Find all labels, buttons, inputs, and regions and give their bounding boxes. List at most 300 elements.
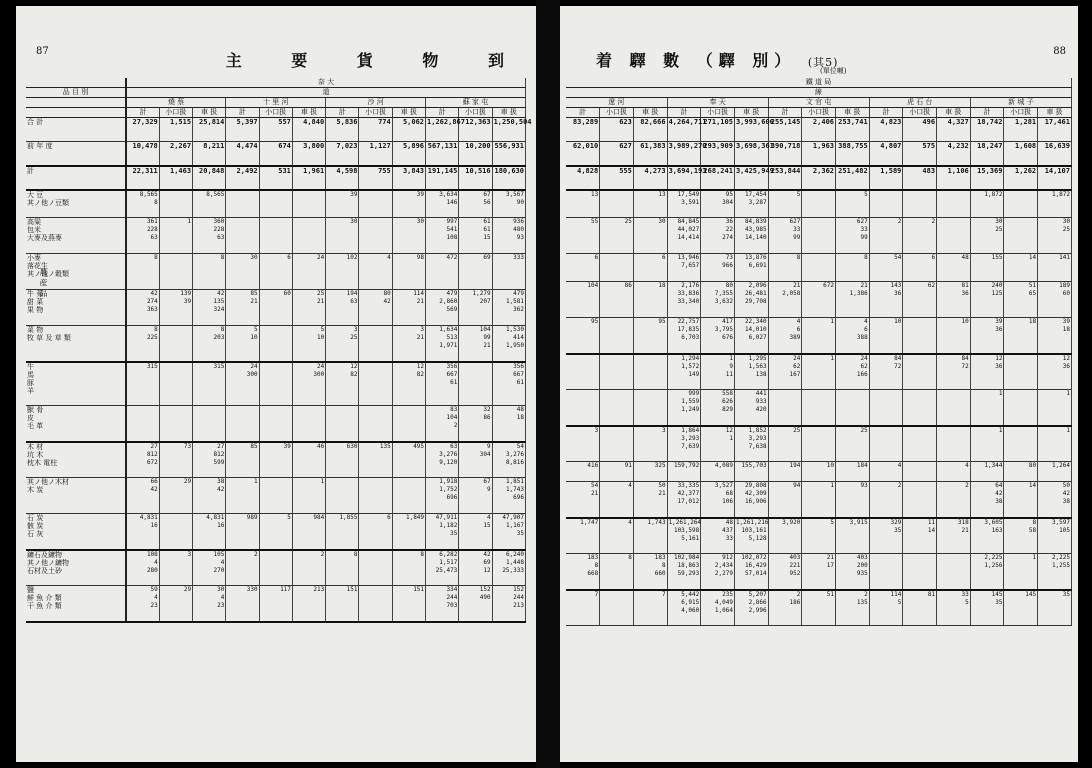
table-cell [193,406,226,442]
table-cell [1004,426,1038,462]
table-cell: 1,127 [359,142,392,166]
column-header: 車 扱 [937,108,971,118]
table-cell: 14,107 [1038,166,1072,190]
table-cell: 3,843 [392,166,425,190]
table-cell [566,354,600,390]
table-cell: 98 [392,254,425,290]
table-cell: 1 [1038,426,1072,462]
table-cell: 152 244 213 [492,586,525,622]
line-header: 線 [566,88,1072,98]
table-cell: 194 63 [326,290,359,326]
table-cell: 2 [869,482,903,518]
item-column-header: 品 目 別 [26,88,126,98]
table-cell: 8 [600,554,634,590]
table-cell: 1 [970,390,1004,426]
table-cell: 114 21 [392,290,425,326]
table-cell: 2 [903,218,937,254]
table-cell: 25 21 [292,290,325,326]
table-cell [903,190,937,218]
table-cell [226,406,259,442]
table-cell: 39 [259,442,292,478]
table-cell: 416 [566,462,600,482]
table-cell: 1,106 [937,166,971,190]
column-header: 計 [126,108,159,118]
table-cell [292,406,325,442]
table-cell: 755 [359,166,392,190]
table-row [26,478,526,514]
table-cell [326,406,359,442]
table-cell: 54 [869,254,903,282]
header-row [566,88,1072,98]
table-cell [768,390,802,426]
table-cell: 25 [768,426,802,462]
table-cell: 999 1,559 1,249 [667,390,701,426]
column-header: 小口扱 [802,108,836,118]
table-cell: 80 7,355 3,632 [701,282,735,318]
table-cell: 24 [292,254,325,290]
table-cell: 2 [226,550,259,586]
table-cell: 4 6 388 [836,318,870,354]
table-cell: 213 [292,586,325,622]
table-cell: 63 3,276 9,120 [426,442,459,478]
table-cell: 556,931 [492,142,525,166]
table-cell: 2,176 33,836 33,340 [667,282,701,318]
table-cell: 59 4 23 [126,586,159,622]
table-cell: 51 65 [1004,282,1038,318]
table-cell: 2 [292,550,325,586]
table-cell: 2 [937,482,971,518]
table-row [26,142,526,166]
table-cell: 9 304 [459,442,492,478]
table-cell: 1 [1004,554,1038,590]
table-cell: 141 [1038,254,1072,282]
table-cell [633,354,667,390]
table-row [566,554,1072,590]
table-cell: 7 [566,590,600,626]
table-cell [903,318,937,354]
table-cell [159,190,192,218]
table-cell: 6 [903,254,937,282]
table-cell: 1,961 [292,166,325,190]
table-cell: 315 [126,362,159,406]
table-cell: 12 36 [970,354,1004,390]
table-cell: 623 [600,118,634,142]
table-cell: 1 [802,354,836,390]
table-cell: 1,634 513 1,971 [426,326,459,362]
table-cell: 27 812 672 [126,442,159,478]
table-cell: 5,836 [326,118,359,142]
table-cell: 30 [392,218,425,254]
table-cell: 3,920 [768,518,802,554]
table-cell [600,426,634,462]
row-label: 前 年 度 [26,142,126,166]
table-cell: 11 14 [903,518,937,554]
column-header: 車 扱 [1038,108,1072,118]
table-cell [903,462,937,482]
table-cell: 12 36 [1038,354,1072,390]
table-cell: 1,262,867 [426,118,459,142]
table-cell: 356 667 61 [492,362,525,406]
table-cell: 151 [326,586,359,622]
table-cell: 8 [126,254,159,290]
table-cell: 25,814 [193,118,226,142]
station-header: 燒 蔡 [126,98,226,108]
table-cell [1004,190,1038,218]
table-cell: 151 [392,586,425,622]
table-cell: 479 1,581 362 [492,290,525,326]
table-cell: 38 42 [193,478,226,514]
table-cell: 1,295 1,563 138 [734,354,768,390]
table-cell [159,326,192,362]
table-cell: 2,225 1,255 [1038,554,1072,590]
table-cell: 159,792 [667,462,701,482]
table-cell: 6,282 1,517 25,473 [426,550,459,586]
table-cell: 271,105 [701,118,735,142]
table-cell [1004,390,1038,426]
table-cell: 30 4 23 [193,586,226,622]
column-header: 計 [869,108,903,118]
table-cell: 1,608 [1004,142,1038,166]
station-header-row [26,98,526,108]
table-cell [359,362,392,406]
table-cell: 4,807 [869,142,903,166]
table-cell: 1 [292,478,325,514]
table-cell: 251,482 [836,166,870,190]
table-cell: 3,989,270 [667,142,701,166]
table-cell: 3 [566,426,600,462]
table-cell: 495 [392,442,425,478]
table-cell: 3 [633,426,667,462]
table-cell: 479 2,860 569 [426,290,459,326]
column-header: 車 扱 [734,108,768,118]
table-cell: 48 18 [492,406,525,442]
header-row [26,78,526,88]
table-cell: 4 [869,462,903,482]
table-cell [802,390,836,426]
left-page [16,6,536,762]
table-cell: 48 437 33 [701,518,735,554]
table-cell: 13 [633,190,667,218]
column-header: 小口扱 [459,108,492,118]
header-cell [26,108,126,118]
table-cell: 1,872 [1038,190,1072,218]
table-cell: 102,984 18,863 59,293 [667,554,701,590]
table-row [566,354,1072,390]
table-cell: 48 [937,254,971,282]
table-cell [869,390,903,426]
table-cell: 268,241 [701,166,735,190]
column-header: 小口扱 [1004,108,1038,118]
table-cell [903,390,937,426]
table-cell: 1,262 [1004,166,1038,190]
table-cell [937,390,971,426]
table-cell: 989 [226,514,259,550]
table-cell: 1,264 [1038,462,1072,482]
table-cell: 10,200 [459,142,492,166]
table-cell: 1,851 1,743 696 [492,478,525,514]
row-label: 鹽 鮮 魚 介 類 干 魚 介 類 [26,586,126,622]
column-header: 車 扱 [292,108,325,118]
table-cell: 2,492 [226,166,259,190]
table-cell: 24 62 167 [768,354,802,390]
column-header: 車 扱 [836,108,870,118]
table-cell: 1 [226,478,259,514]
table-cell: 333 [492,254,525,290]
table-cell: 13,946 7,657 [667,254,701,282]
table-cell: 18,247 [970,142,1004,166]
header-cell [26,78,126,88]
column-header: 計 [970,108,1004,118]
table-cell: 567,131 [426,142,459,166]
table-cell: 83,289 [566,118,600,142]
table-cell: 555 [600,166,634,190]
table-cell: 30 [226,254,259,290]
table-cell: 183 8 660 [633,554,667,590]
row-label: 菜 物 牧 草 及 草 類 [26,326,126,362]
table-cell [937,426,971,462]
table-cell: 10 [869,318,903,354]
column-header-row [26,108,526,118]
table-cell: 5,062 [392,118,425,142]
table-cell: 1 [802,482,836,518]
table-cell: 42 69 12 [459,550,492,586]
table-row [566,426,1072,462]
table-cell: 1 [802,318,836,354]
table-cell: 84 72 [937,354,971,390]
column-header: 計 [667,108,701,118]
table-cell: 16,639 [1038,142,1072,166]
table-cell: 627 33 99 [836,218,870,254]
table-cell: 94 [768,482,802,518]
table-cell [937,190,971,218]
table-cell [259,406,292,442]
table-cell: 1,250,504 [492,118,525,142]
table-cell: 1,530 414 1,950 [492,326,525,362]
table-cell: 84,839 43,985 14,140 [734,218,768,254]
table-cell [600,318,634,354]
table-cell: 4,840 [292,118,325,142]
table-cell: 334 244 703 [426,586,459,622]
table-cell: 95 [566,318,600,354]
table-cell: 4,474 [226,142,259,166]
table-cell: 997 541 108 [426,218,459,254]
table-cell: 1,864 3,293 7,639 [667,426,701,462]
table-cell: 3,567 90 [492,190,525,218]
table-cell: 1,463 [159,166,192,190]
table-cell: 95 304 [701,190,735,218]
table-cell: 18 [1004,318,1038,354]
column-header: 小口扱 [359,108,392,118]
table-cell: 25 [836,426,870,462]
column-header: 車 扱 [492,108,525,118]
table-cell: 6 [633,254,667,282]
table-cell: 496 [903,118,937,142]
table-cell: 14 [1004,254,1038,282]
station-header: 文 官 屯 [768,98,869,108]
table-cell [836,390,870,426]
table-cell: 3,698,361 [734,142,768,166]
table-cell: 25 [600,218,634,254]
table-cell: 51 [802,590,836,626]
table-cell: 1,849 [392,514,425,550]
table-cell: 10 [802,462,836,482]
table-cell: 80 [1004,462,1038,482]
table-cell: 102 [326,254,359,290]
table-cell [869,554,903,590]
table-cell: 91 [600,462,634,482]
table-cell: 18,742 [970,118,1004,142]
table-cell: 104 [566,282,600,318]
table-cell [802,426,836,462]
table-cell: 388,755 [836,142,870,166]
column-header: 車 扱 [193,108,226,118]
table-cell: 3,605 163 [970,518,1004,554]
table-cell: 105 4 270 [193,550,226,586]
table-row [26,190,526,218]
table-cell: 5,397 [226,118,259,142]
table-cell [392,406,425,442]
table-cell: 1,963 [802,142,836,166]
table-cell: 30 [633,218,667,254]
row-label: 牛 馬 豚 羊 [26,362,126,406]
table-cell: 3,527 68 106 [701,482,735,518]
table-cell: 1,261,264 103,598 5,161 [667,518,701,554]
table-cell [259,218,292,254]
table-cell: 3 25 [326,326,359,362]
table-cell: 1 [970,426,1004,462]
table-cell: 4 [600,482,634,518]
table-cell: 630 [326,442,359,478]
table-cell: 356 667 61 [426,362,459,406]
table-cell [802,190,836,218]
table-cell: 5,442 6,915 4,060 [667,590,701,626]
table-cell: 13,876 6,691 [734,254,768,282]
statistics-table [26,78,532,623]
table-cell: 62,010 [566,142,600,166]
table-cell: 67 56 [459,190,492,218]
table-cell: 69 [459,254,492,290]
page-number: 87 [36,46,49,57]
row-label: 合 計 [26,118,126,142]
table-cell: 4,273 [633,166,667,190]
table-cell: 8,565 [193,190,226,218]
table-cell: 5 [802,518,836,554]
table-cell: 8 203 [193,326,226,362]
table-cell: 3,694,193 [667,166,701,190]
table-cell: 12 1 [701,426,735,462]
table-cell: 627 33 99 [768,218,802,254]
table-cell: 83 104 2 [426,406,459,442]
table-cell: 1,852 3,293 7,638 [734,426,768,462]
row-label: 高粱 包米 大麥及燕麥 [26,218,126,254]
table-cell: 235 4,049 1,064 [701,590,735,626]
table-cell [259,326,292,362]
category-label: 農 産 品 [39,268,48,298]
table-cell [392,478,425,514]
table-cell: 64 42 38 [970,482,1004,518]
right-page [560,6,1078,762]
table-cell: 4,831 16 [126,514,159,550]
table-cell: 191,145 [426,166,459,190]
table-cell [600,190,634,218]
table-cell [359,586,392,622]
table-cell [226,218,259,254]
table-cell [159,406,192,442]
table-cell: 54 3,276 8,816 [492,442,525,478]
table-cell: 3,915 [836,518,870,554]
table-cell: 984 [292,514,325,550]
table-cell: 10,516 [459,166,492,190]
table-cell: 1,279 207 [459,290,492,326]
table-cell: 61,383 [633,142,667,166]
table-row [566,482,1072,518]
table-cell: 24 300 [226,362,259,406]
table-cell: 774 [359,118,392,142]
table-cell: 2,267 [159,142,192,166]
row-label: 其ノ他ノ木材 木 炭 [26,478,126,514]
title-part: (其5) [807,56,839,69]
column-header: 車 扱 [392,108,425,118]
column-header: 計 [426,108,459,118]
table-cell: 441 933 420 [734,390,768,426]
table-cell: 1,515 [159,118,192,142]
table-row [26,254,526,290]
table-cell: 6 [259,254,292,290]
table-cell: 39 [392,190,425,218]
table-cell: 114 5 [869,590,903,626]
table-cell: 183 8 668 [566,554,600,590]
table-cell: 12 82 [392,362,425,406]
table-cell: 50 42 38 [1038,482,1072,518]
table-cell: 1,589 [869,166,903,190]
table-cell: 5,207 2,866 2,996 [734,590,768,626]
table-row [26,218,526,254]
table-cell: 4,264,711 [667,118,701,142]
table-cell [566,390,600,426]
table-cell: 3 [159,550,192,586]
table-row [26,362,526,406]
table-cell: 3 21 [392,326,425,362]
table-row [26,326,526,362]
table-cell: 81 [903,590,937,626]
table-cell: 29 [159,478,192,514]
table-cell [259,478,292,514]
table-cell [159,362,192,406]
table-cell: 417 3,795 676 [701,318,735,354]
column-header: 小口扱 [159,108,192,118]
table-cell: 6 [359,514,392,550]
table-cell: 4,327 [937,118,971,142]
table-cell: 29,808 42,309 16,906 [734,482,768,518]
table-cell: 3,993,606 [734,118,768,142]
title-main: 着 驛 數 （驛 別） [596,51,797,70]
table-cell: 1,294 1,572 149 [667,354,701,390]
table-cell [159,514,192,550]
table-cell: 60 [259,290,292,326]
table-cell: 4,232 [937,142,971,166]
table-cell: 17,454 3,287 [734,190,768,218]
table-cell: 4 15 [459,514,492,550]
table-cell: 4 [359,254,392,290]
table-row [26,514,526,550]
table-cell: 329 35 [869,518,903,554]
table-cell: 73 966 [701,254,735,282]
table-cell: 67 9 [459,478,492,514]
station-header: 十 里 河 [226,98,326,108]
table-row [26,442,526,478]
table-cell: 82,666 [633,118,667,142]
table-cell: 145 [1004,590,1038,626]
